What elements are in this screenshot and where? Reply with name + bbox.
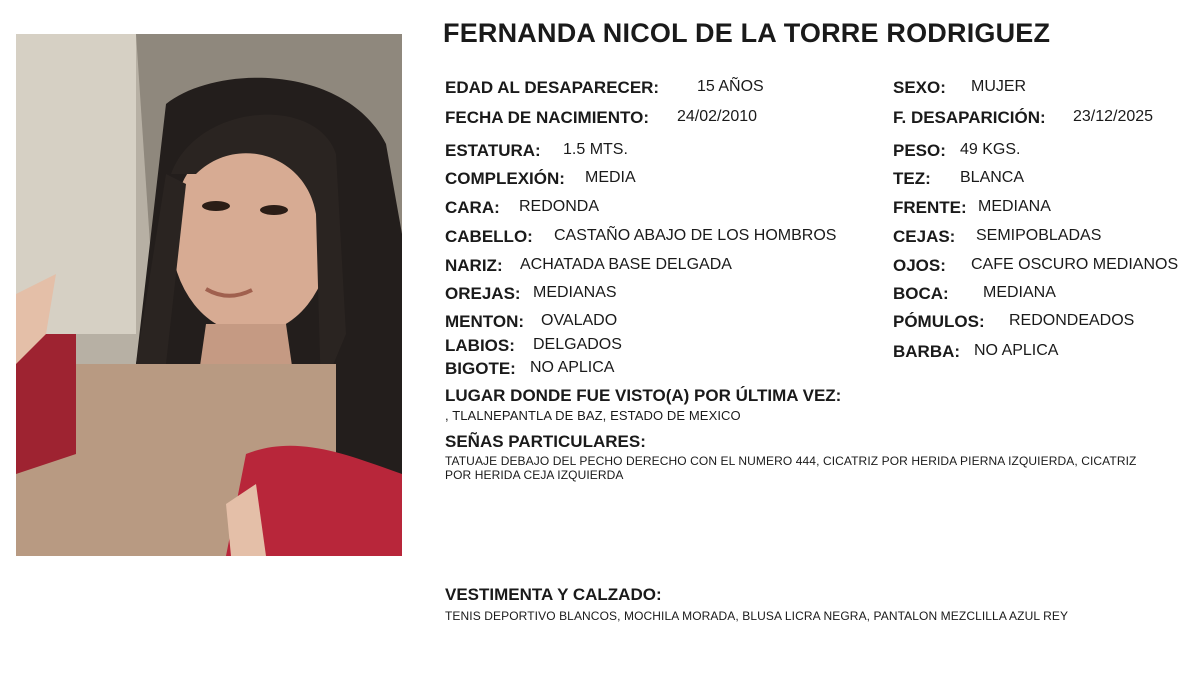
- field-value: 1.5 MTS.: [563, 141, 628, 158]
- field-value: MUJER: [971, 78, 1027, 95]
- field-value: CAFE OSCURO MEDIANOS: [971, 256, 1179, 273]
- field-ojos: [893, 256, 1179, 276]
- field-tez: [893, 169, 1025, 189]
- lugar-label: LUGAR DONDE FUE VISTO(A) POR ÚLTIMA VEZ:: [445, 386, 842, 405]
- field-label: NARIZ:: [445, 256, 503, 275]
- field-edad: [445, 78, 764, 98]
- field-label: CABELLO:: [445, 227, 533, 246]
- field-nariz: [445, 256, 732, 276]
- field-fecha-nacimiento: [445, 108, 758, 128]
- field-cejas: [893, 227, 1102, 247]
- field-label: BARBA:: [893, 342, 961, 361]
- field-bigote: [445, 359, 615, 379]
- field-boca: [893, 284, 1056, 304]
- field-peso: [893, 141, 1021, 161]
- field-label: MENTON:: [445, 312, 525, 331]
- field-label: CEJAS:: [893, 227, 956, 246]
- field-labios: [445, 336, 622, 356]
- field-label: SEXO:: [893, 78, 946, 97]
- field-label: CARA:: [445, 198, 500, 217]
- field-label: ESTATURA:: [445, 141, 541, 160]
- field-label: PÓMULOS:: [893, 312, 985, 331]
- field-sexo: [893, 78, 1027, 98]
- field-cara: [445, 198, 600, 218]
- field-cabello: [445, 227, 837, 247]
- senas-label: SEÑAS PARTICULARES:: [445, 432, 646, 451]
- person-name: FERNANDA NICOL DE LA TORRE RODRIGUEZ: [443, 18, 1051, 48]
- field-label: BIGOTE:: [445, 359, 516, 378]
- field-label: BOCA:: [893, 284, 949, 303]
- field-label: FRENTE:: [893, 198, 967, 217]
- field-pomulos: [893, 312, 1135, 332]
- senas-line-1: TATUAJE DEBAJO DEL PECHO DERECHO CON EL NUMERO 444, CICATRIZ POR HERIDA PIERNA IZQUIERDA, CICATRIZ: [445, 454, 1137, 468]
- field-value: 23/12/2025: [1073, 108, 1154, 125]
- field-orejas: [445, 284, 617, 304]
- field-value: REDONDEADOS: [1009, 312, 1135, 329]
- field-value: 15 AÑOS: [697, 78, 764, 95]
- field-label: PESO:: [893, 141, 946, 160]
- field-value: DELGADOS: [533, 336, 622, 353]
- field-value: OVALADO: [541, 312, 618, 329]
- field-value: 24/02/2010: [677, 108, 758, 125]
- field-label: OJOS:: [893, 256, 946, 275]
- field-value: CASTAÑO ABAJO DE LOS HOMBROS: [554, 227, 837, 244]
- field-label: COMPLEXIÓN:: [445, 169, 565, 188]
- field-label: LABIOS:: [445, 336, 515, 355]
- field-estatura: [445, 141, 628, 161]
- field-value: MEDIA: [585, 169, 636, 186]
- field-value: ACHATADA BASE DELGADA: [520, 256, 732, 273]
- field-value: BLANCA: [960, 169, 1025, 186]
- field-value: REDONDA: [519, 198, 600, 215]
- lugar-value: , TLALNEPANTLA DE BAZ, ESTADO DE MEXICO: [445, 408, 741, 423]
- field-complexion: [445, 169, 636, 189]
- field-label: TEZ:: [893, 169, 931, 188]
- field-value: 49 KGS.: [960, 141, 1021, 158]
- senas-line-2: POR HERIDA CEJA IZQUIERDA: [445, 468, 624, 482]
- field-value: MEDIANA: [978, 198, 1051, 215]
- field-fecha-desaparicion: [893, 108, 1154, 128]
- person-photo: [16, 34, 402, 556]
- field-value: NO APLICA: [530, 359, 615, 376]
- field-value: MEDIANAS: [533, 284, 617, 301]
- field-value: SEMIPOBLADAS: [976, 227, 1102, 244]
- field-value: MEDIANA: [983, 284, 1056, 301]
- field-label: FECHA DE NACIMIENTO:: [445, 108, 649, 127]
- field-menton: [445, 312, 618, 332]
- vestimenta-label: VESTIMENTA Y CALZADO:: [445, 585, 662, 604]
- field-barba: [893, 342, 1059, 362]
- field-label: OREJAS:: [445, 284, 521, 303]
- field-value: NO APLICA: [974, 342, 1059, 359]
- field-frente: [893, 198, 1051, 218]
- vestimenta-value: TENIS DEPORTIVO BLANCOS, MOCHILA MORADA, BLUSA LICRA NEGRA, PANTALON MEZCLILLA AZUL REY: [445, 609, 1069, 623]
- field-label: F. DESAPARICIÓN:: [893, 108, 1046, 127]
- field-label: EDAD AL DESAPARECER:: [445, 78, 660, 97]
